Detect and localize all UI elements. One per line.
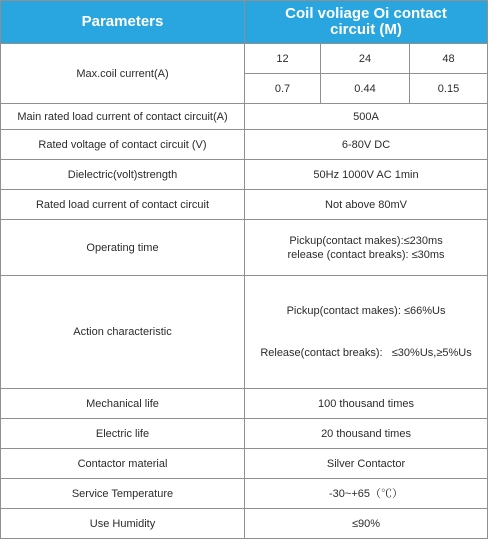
param-value: 50Hz 1000V AC 1min [245, 160, 488, 190]
param-label: Use Humidity [1, 509, 245, 539]
table-row [1, 449, 488, 479]
coil-current-label: Max.coil current(A) [1, 44, 245, 104]
table-row [1, 190, 488, 220]
param-label: Action characteristic [1, 276, 245, 389]
table-row [1, 160, 488, 190]
param-value [245, 220, 488, 276]
param-value-line: Pickup(contact makes): ≤66%Us [286, 305, 446, 317]
param-label: Contactor material [1, 449, 245, 479]
param-label: Operating time [1, 220, 245, 276]
coil-voltage-header-line2: circuit (M) [330, 21, 402, 38]
header-row [1, 1, 488, 44]
param-value-line: release (contact breaks): ≤30ms [287, 248, 445, 261]
param-value-line: Pickup(contact makes):≤230ms [289, 234, 443, 247]
param-label: Mechanical life [1, 389, 245, 419]
param-value: ≤90% [245, 509, 488, 539]
param-label: Main rated load current of contact circuit(A) [1, 104, 245, 130]
param-label: Electric life [1, 419, 245, 449]
param-value: 500A [245, 104, 488, 130]
param-label: Rated load current of contact circuit [1, 190, 245, 220]
table-row [1, 44, 488, 74]
voltage-cell: 12 [245, 44, 321, 74]
current-cell: 0.44 [321, 74, 410, 104]
voltage-cell: 24 [321, 44, 410, 74]
table-row [1, 389, 488, 419]
param-value: Not above 80mV [245, 190, 488, 220]
current-cell: 0.15 [410, 74, 488, 104]
table-row [1, 479, 488, 509]
param-value: 100 thousand times [245, 389, 488, 419]
param-label: Service Temperature [1, 479, 245, 509]
param-value-line: Release(contact breaks): ≤30%Us,≥5%Us [260, 347, 472, 359]
param-value: Silver Contactor [245, 449, 488, 479]
table-row [1, 276, 488, 389]
table-row [1, 130, 488, 160]
param-label: Dielectric(volt)strength [1, 160, 245, 190]
table-row [1, 104, 488, 130]
param-value: 20 thousand times [245, 419, 488, 449]
coil-voltage-header-line1: Coil voliage Oi contact [285, 5, 447, 22]
table-row [1, 509, 488, 539]
table-row [1, 419, 488, 449]
param-value [245, 276, 488, 389]
voltage-cell: 48 [410, 44, 488, 74]
param-value: -30~+65（℃） [245, 479, 488, 509]
param-value: 6-80V DC [245, 130, 488, 160]
parameters-header: Parameters [1, 1, 245, 44]
table-row [1, 220, 488, 276]
current-cell: 0.7 [245, 74, 321, 104]
param-label: Rated voltage of contact circuit (V) [1, 130, 245, 160]
coil-voltage-header [245, 1, 488, 44]
